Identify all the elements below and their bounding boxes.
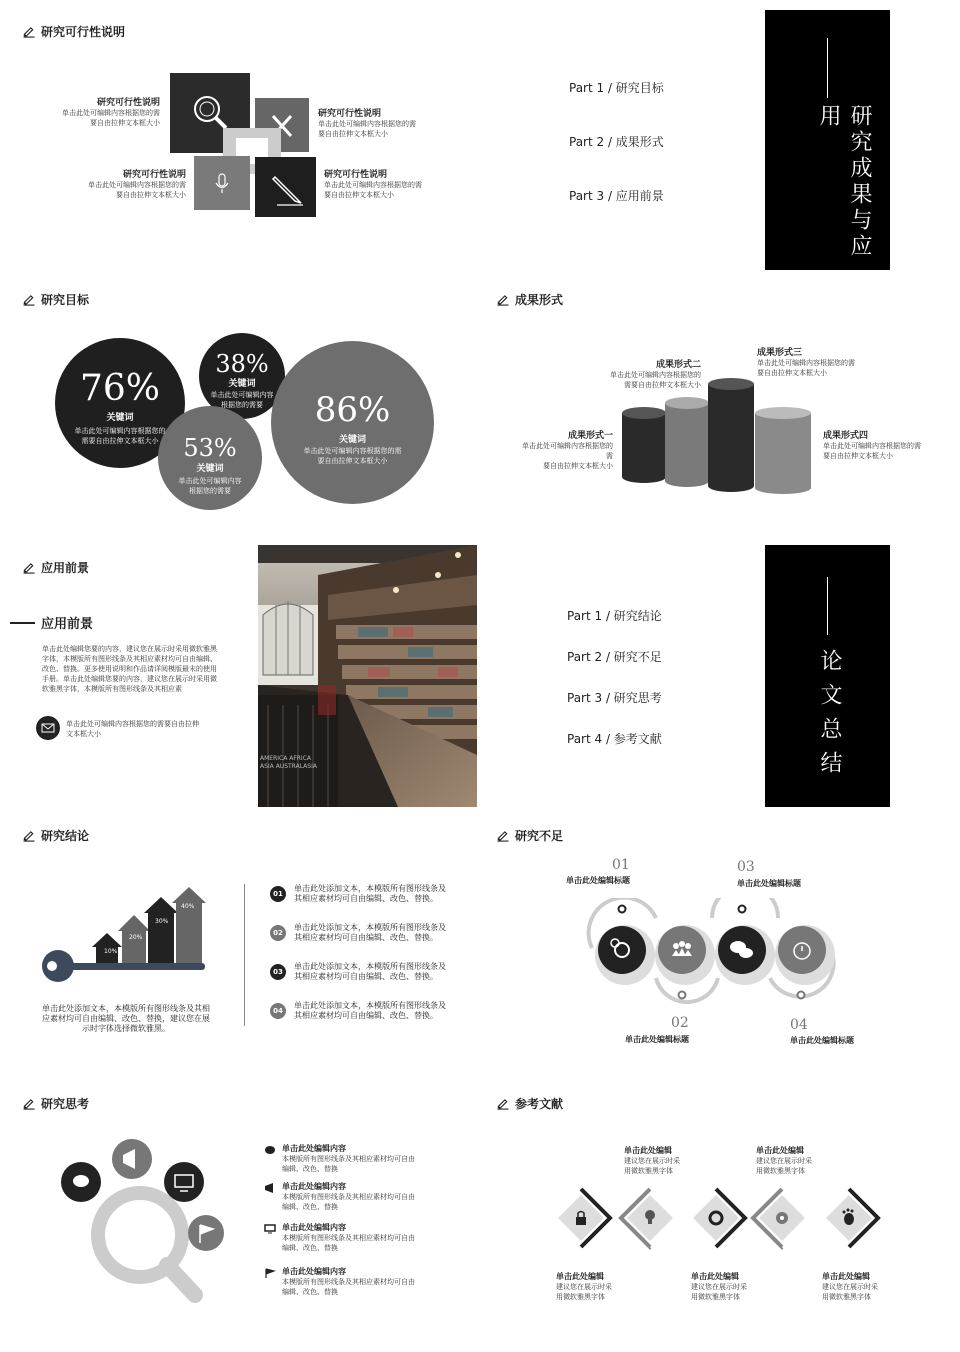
- number-badge: 02: [270, 925, 286, 941]
- item-line: 本模版所有图形线条及其相应素材均可自由: [282, 1155, 415, 1163]
- feasibility-item-1: [60, 95, 160, 128]
- thinking-item-3: [264, 1222, 415, 1253]
- goal-desc-line: 单击此处可编辑内容: [210, 391, 274, 399]
- item-desc: 单击此处可编辑内容根据您的需: [62, 109, 160, 117]
- item-line: 编辑、改色、替换: [282, 1244, 338, 1252]
- goal-desc-line: 单击此处可编辑内容根据您的: [74, 427, 166, 435]
- pen-icon: [22, 1098, 36, 1110]
- item-desc: 单击此处可编辑内容根据您的需: [88, 181, 186, 189]
- feasibility-item-3: [84, 167, 186, 200]
- ref-line: 建议您在展示时采: [691, 1283, 747, 1291]
- section-title-shortcomings: [496, 827, 563, 844]
- ref-line: 用微软雅黑字体: [556, 1293, 605, 1301]
- step-number: 01: [612, 857, 630, 873]
- ref-line: 用微软雅黑字体: [822, 1293, 871, 1301]
- flag-icon: [188, 1215, 224, 1251]
- ref-line: 建议您在展示时采: [756, 1157, 812, 1165]
- diamond-hand: [820, 1189, 878, 1247]
- item-title: 研究可行性说明: [318, 109, 382, 119]
- number-badge: 01: [270, 886, 286, 902]
- cylinder-3: [708, 378, 754, 492]
- section-title-goals: [22, 291, 89, 308]
- panel-divider: [827, 577, 828, 635]
- diamond-gear: [687, 1189, 745, 1247]
- bar-label: 40%: [181, 903, 195, 910]
- item-title: 单击此处编辑内容: [282, 1223, 346, 1232]
- goal-keyword: 关键词: [338, 435, 366, 445]
- diamond-target: [753, 1189, 811, 1247]
- bar-arrow-30: [144, 897, 178, 967]
- prospects-paragraph: [42, 644, 222, 694]
- cylinder-1: [622, 407, 666, 483]
- pen-icon: [496, 830, 510, 842]
- step-circle-4: [775, 925, 835, 985]
- item-desc: 单击此处可编辑内容根据您的需: [823, 442, 921, 450]
- section-title-text: 成果形式: [515, 293, 564, 307]
- item-line: 本模版所有图形线条及其相应素材均可自由: [282, 1278, 415, 1286]
- item-title: 成果形式三: [757, 348, 803, 358]
- paragraph-line: 字体，本模版所有图形线条及其相应素材均可自由编辑、: [42, 655, 217, 663]
- megaphone-icon: [264, 1183, 276, 1193]
- monitor-icon: [164, 1162, 204, 1202]
- panel-divider: [827, 38, 828, 98]
- ref-line: 用微软雅黑字体: [624, 1167, 673, 1175]
- prospects-heading: 应用前景: [41, 617, 94, 632]
- ref-title: 单击此处编辑: [556, 1272, 604, 1281]
- section-title-text: 研究不足: [515, 829, 564, 843]
- desc-line: 单击此处添加文本，本模版所有图形线条及其相: [42, 1004, 210, 1013]
- item-desc: 单击此处可编辑内容根据您的: [610, 371, 701, 379]
- pen-icon: [22, 830, 36, 842]
- cylinder-4: [755, 407, 811, 494]
- item-desc: 要自由拉伸文本框大小: [823, 452, 893, 460]
- pen-icon: [496, 294, 510, 306]
- form-item-3: [757, 345, 867, 378]
- item-line: 单击此处添加文本，本模版所有图形线条及: [294, 884, 446, 893]
- item-desc: 要自由拉伸文本框大小: [318, 130, 388, 138]
- conclusion-item: [294, 884, 446, 904]
- number-badge: 04: [270, 1003, 286, 1019]
- item-desc: 要自由拉伸文本框大小: [90, 119, 160, 127]
- item-desc: 单击此处可编辑内容根据您的需: [318, 120, 416, 128]
- paragraph-line: 软雅黑字体，本模版所有图形线条及其相应素: [42, 685, 182, 693]
- paragraph-line: 改色、替换。更多使用说明和作品请详阅模版最末的使用: [42, 665, 217, 673]
- goal-pct: 38%: [215, 350, 269, 378]
- photo-sign-line: ASIA AUSTRALASIA: [260, 763, 317, 770]
- goal-desc-line: 根据您的需要: [221, 401, 263, 409]
- vertical-divider: [244, 884, 245, 1026]
- envelope-icon: [36, 716, 60, 740]
- goal-pct: 53%: [183, 434, 237, 462]
- item-title: 单击此处编辑内容: [282, 1182, 346, 1191]
- goal-desc-line: 需要自由拉伸文本框大小: [81, 437, 159, 445]
- item-line: 编辑、改色、替换: [282, 1288, 338, 1296]
- goal-desc-line: 要自由拉伸文本框大小: [317, 457, 388, 465]
- goal-desc-line: 单击此处可编辑内容: [178, 477, 242, 485]
- thinking-item-1: [264, 1143, 415, 1174]
- item-desc: 单击此处可编辑内容根据您的需: [757, 359, 855, 367]
- toc-part-3[interactable]: Part 3 / 应用前景: [569, 189, 664, 203]
- item-title: 成果形式四: [823, 431, 869, 441]
- item-line: 本模版所有图形线条及其相应素材均可自由: [282, 1193, 415, 1201]
- item-line: 单击此处添加文本，本模版所有图形线条及: [294, 923, 446, 932]
- reference-top-1: [624, 1145, 680, 1176]
- goal-pct: 86%: [314, 390, 391, 430]
- ref-title: 单击此处编辑: [822, 1272, 870, 1281]
- photo-sign: [260, 755, 317, 771]
- goal-keyword: 关键词: [228, 379, 256, 389]
- desc-line: 应素材均可自由编辑、改色、替换，建议您在展: [42, 1014, 210, 1023]
- item-title: 研究可行性说明: [122, 170, 186, 180]
- goal-keyword: 关键词: [106, 413, 134, 423]
- number-badge: 03: [270, 964, 286, 980]
- bar-arrow-40: [172, 887, 206, 967]
- step-number: 04: [790, 1017, 808, 1033]
- ref-line: 用微软雅黑字体: [756, 1167, 805, 1175]
- item-line: 编辑、改色、替换: [282, 1165, 338, 1173]
- form-item-2: [605, 357, 701, 390]
- diamond-row: [548, 1185, 888, 1255]
- bar-arrow-20: [118, 915, 150, 967]
- item-line: 单击此处添加文本，本模版所有图形线条及: [294, 962, 446, 971]
- pen-icon: [22, 294, 36, 306]
- step-number: 02: [671, 1015, 689, 1031]
- prospects-note: [66, 719, 216, 739]
- section-title-text: 参考文献: [515, 1097, 564, 1111]
- cover-vertical-title: 论文总结: [817, 649, 842, 785]
- form-item-1: [517, 428, 613, 471]
- section-title-text: 应用前景: [41, 561, 90, 575]
- feasibility-item-4: [324, 167, 434, 200]
- conclusion-desc: [38, 1004, 214, 1034]
- item-desc: 要自由拉伸文本框大小: [543, 462, 613, 470]
- section-title-text: 研究结论: [41, 829, 90, 843]
- reference-bottom-1: [556, 1271, 612, 1302]
- ref-title: 单击此处编辑: [691, 1272, 739, 1281]
- item-line: 本模版所有图形线条及其相应素材均可自由: [282, 1234, 415, 1242]
- ref-title: 单击此处编辑: [624, 1146, 672, 1155]
- section-title-conclusion: [22, 827, 89, 844]
- item-title: 单击此处编辑内容: [282, 1144, 346, 1153]
- conclusion-item: [294, 1001, 446, 1021]
- reference-bottom-3: [822, 1271, 878, 1302]
- section-title-text: 研究可行性说明: [41, 25, 126, 39]
- step-label: 单击此处编辑标题: [566, 876, 630, 885]
- note-line: 文本框大小: [66, 730, 101, 738]
- reference-top-2: [756, 1145, 812, 1176]
- conclusion-item: [294, 923, 446, 943]
- item-line: 其相应素材均可自由编辑、改色、替换。: [294, 894, 438, 903]
- flag-icon: [264, 1268, 276, 1278]
- heading-rule: [10, 622, 35, 624]
- cover-panel-summary: [765, 545, 890, 807]
- toc-part-1[interactable]: Part 1 / 研究结论: [567, 609, 662, 623]
- pen-icon: [496, 1098, 510, 1110]
- step-circle-3: [715, 925, 775, 985]
- magnifier-illustration: [55, 1135, 235, 1310]
- section-title-prospects: [22, 559, 89, 576]
- step-label: 单击此处编辑标题: [790, 1036, 854, 1045]
- bar-label: 10%: [104, 948, 118, 955]
- cylinder-2: [665, 397, 709, 487]
- diamond-bulb: [621, 1189, 679, 1247]
- item-line: 编辑、改色、替换: [282, 1203, 338, 1211]
- thinking-item-2: [264, 1181, 415, 1212]
- bar-label: 30%: [155, 918, 169, 925]
- item-line: 其相应素材均可自由编辑、改色、替换。: [294, 1011, 438, 1020]
- ref-line: 建议您在展示时采: [556, 1283, 612, 1291]
- toc-part-2[interactable]: Part 2 / 研究不足: [567, 650, 662, 664]
- section-title-text: 研究思考: [41, 1097, 90, 1111]
- chat-bubble-icon: [264, 1145, 276, 1155]
- bar-label: 20%: [129, 934, 143, 941]
- section-title-forms: [496, 291, 563, 308]
- megaphone-icon: [112, 1139, 152, 1179]
- feature-tile-pen: [255, 157, 316, 217]
- pen-icon: [255, 157, 316, 217]
- diamond-lock: [552, 1189, 610, 1247]
- reference-bottom-2: [691, 1271, 747, 1302]
- item-desc: 要自由拉伸文本框大小: [757, 369, 827, 377]
- goal-pct: 76%: [79, 368, 160, 409]
- section-title-feasibility: [22, 23, 125, 40]
- target-icon: [776, 1212, 788, 1224]
- process-chain: [580, 898, 840, 1008]
- goal-desc: [202, 390, 282, 410]
- item-desc: 单击此处可编辑内容根据您的需: [522, 442, 613, 460]
- desc-line: 示时字体选择微软雅黑。: [82, 1024, 170, 1033]
- ref-line: 建议您在展示时采: [822, 1283, 878, 1291]
- goal-desc-line: 单击此处可编辑内容根据您的需: [303, 447, 402, 455]
- paragraph-line: 单击此处编辑您要的内容，建议您在展示时采用微软雅黑: [42, 645, 217, 653]
- section-title-references: [496, 1095, 563, 1112]
- cover-vertical-title: 研究成果与应用: [816, 104, 872, 260]
- step-number: 03: [737, 859, 755, 875]
- library-photo: [258, 545, 477, 807]
- monitor-icon: [264, 1224, 276, 1234]
- step-circle-2: [655, 925, 715, 985]
- step-label: 单击此处编辑标题: [737, 879, 801, 888]
- item-line: 其相应素材均可自由编辑、改色、替换。: [294, 972, 438, 981]
- item-title: 研究可行性说明: [324, 170, 388, 180]
- item-title: 单击此处编辑内容: [282, 1267, 346, 1276]
- feasibility-item-2: [318, 106, 428, 139]
- toc-part-1[interactable]: Part 1 / 研究目标: [569, 81, 664, 95]
- photo-sign-line: AMERICA AFRICA: [260, 755, 311, 762]
- step-label: 单击此处编辑标题: [625, 1035, 689, 1044]
- pen-icon: [22, 26, 36, 38]
- goal-desc: [162, 476, 258, 496]
- item-title: 研究可行性说明: [96, 98, 160, 108]
- item-desc: 要自由拉伸文本框大小: [116, 191, 186, 199]
- item-desc: 需要自由拉伸文本框大小: [624, 381, 701, 389]
- microphone-icon: [194, 156, 250, 210]
- ref-title: 单击此处编辑: [756, 1146, 804, 1155]
- item-title: 成果形式二: [655, 360, 701, 370]
- conclusion-item: [294, 962, 446, 982]
- ref-line: 用微软雅黑字体: [691, 1293, 740, 1301]
- item-line: 单击此处添加文本，本模版所有图形线条及: [294, 1001, 446, 1010]
- ref-line: 建议您在展示时采: [624, 1157, 680, 1165]
- toc-part-3[interactable]: Part 3 / 研究思考: [567, 691, 662, 705]
- section-title-text: 研究目标: [41, 293, 90, 307]
- chat-bubble-icon: [61, 1162, 101, 1202]
- step-circle-1: [595, 925, 655, 985]
- paragraph-line: 手册。单击此处编辑您要的内容，建议您在展示时采用微: [42, 675, 217, 683]
- note-line: 单击此处可编辑内容根据您的需要自由拉伸: [66, 720, 199, 728]
- form-item-4: [823, 428, 933, 461]
- section-title-thinking: [22, 1095, 89, 1112]
- goal-keyword: 关键词: [196, 464, 224, 474]
- toc-part-2[interactable]: Part 2 / 成果形式: [569, 135, 664, 149]
- goal-desc-line: 根据您的需要: [189, 487, 231, 495]
- item-title: 成果形式一: [567, 431, 613, 441]
- toc-part-4[interactable]: Part 4 / 参考文献: [567, 732, 662, 746]
- cover-panel-results: [765, 10, 890, 270]
- pen-icon: [22, 562, 36, 574]
- key-bar-chart: [40, 885, 210, 995]
- item-desc: 要自由拉伸文本框大小: [324, 191, 394, 199]
- thinking-item-4: [264, 1266, 415, 1297]
- goal-desc: [285, 446, 420, 466]
- feature-tile-mic: [194, 156, 250, 210]
- item-line: 其相应素材均可自由编辑、改色、替换。: [294, 933, 438, 942]
- item-desc: 单击此处可编辑内容根据您的需: [324, 181, 422, 189]
